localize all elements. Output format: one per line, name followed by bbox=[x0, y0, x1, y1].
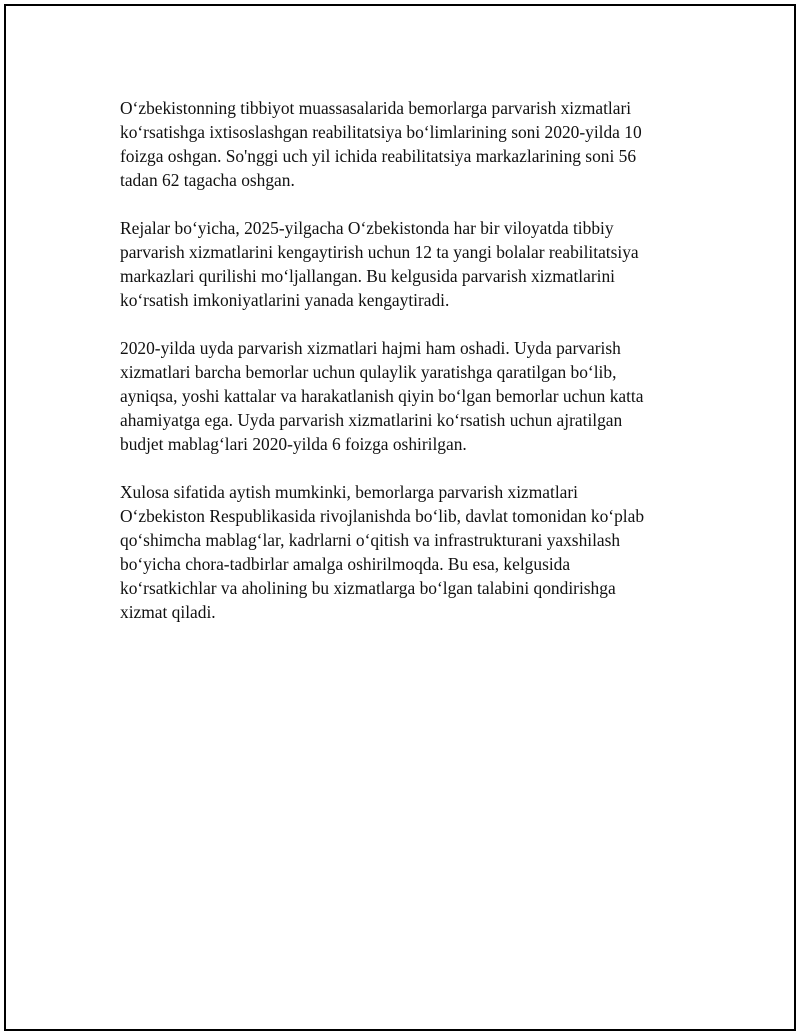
paragraph-4 bbox=[120, 480, 680, 624]
paragraph-line: ko‘rsatishga ixtisoslashgan reabilitatsiya bo‘limlarining soni 2020-yilda 10 bbox=[120, 122, 642, 142]
document-body bbox=[120, 96, 680, 648]
document-page bbox=[4, 4, 796, 1031]
paragraph-line: ahamiyatga ega. Uyda parvarish xizmatlarini ko‘rsatish uchun ajratilgan bbox=[120, 410, 623, 430]
paragraph-line: budjet mablag‘lari 2020-yilda 6 foizga oshirilgan. bbox=[120, 434, 467, 454]
paragraph-line: Rejalar bo‘yicha, 2025-yilgacha O‘zbekistonda har bir viloyatda tibbiy bbox=[120, 218, 614, 238]
paragraph-3 bbox=[120, 336, 680, 456]
paragraph-line: xizmatlari barcha bemorlar uchun qulaylik yaratishga qaratilgan bo‘lib, bbox=[120, 362, 617, 382]
paragraph-line: Xulosa sifatida aytish mumkinki, bemorlarga parvarish xizmatlari bbox=[120, 482, 578, 502]
paragraph-line: xizmat qiladi. bbox=[120, 602, 216, 622]
paragraph-2 bbox=[120, 216, 680, 312]
paragraph-line: parvarish xizmatlarini kengaytirish uchun 12 ta yangi bolalar reabilitatsiya bbox=[120, 242, 639, 262]
paragraph-line: ko‘rsatkichlar va aholining bu xizmatlarga bo‘lgan talabini qondirishga bbox=[120, 578, 616, 598]
paragraph-line: qo‘shimcha mablag‘lar, kadrlarni o‘qitish va infrastrukturani yaxshilash bbox=[120, 530, 621, 550]
paragraph-line: foizga oshgan. So'nggi uch yil ichida reabilitatsiya markazlarining soni 56 bbox=[120, 146, 637, 166]
paragraph-line: O‘zbekiston Respublikasida rivojlanishda bo‘lib, davlat tomonidan ko‘plab bbox=[120, 506, 645, 526]
paragraph-line: ayniqsa, yoshi kattalar va harakatlanish qiyin bo‘lgan bemorlar uchun katta bbox=[120, 386, 644, 406]
paragraph-line: markazlari qurilishi mo‘ljallangan. Bu kelgusida parvarish xizmatlarini bbox=[120, 266, 616, 286]
paragraph-1 bbox=[120, 96, 680, 192]
paragraph-line: tadan 62 tagacha oshgan. bbox=[120, 170, 295, 190]
paragraph-line: bo‘yicha chora-tadbirlar amalga oshirilmoqda. Bu esa, kelgusida bbox=[120, 554, 571, 574]
paragraph-line: ko‘rsatish imkoniyatlarini yanada kengaytiradi. bbox=[120, 290, 450, 310]
paragraph-line: 2020-yilda uyda parvarish xizmatlari hajmi ham oshadi. Uyda parvarish bbox=[120, 338, 621, 358]
paragraph-line: O‘zbekistonning tibbiyot muassasalarida bemorlarga parvarish xizmatlari bbox=[120, 98, 632, 118]
